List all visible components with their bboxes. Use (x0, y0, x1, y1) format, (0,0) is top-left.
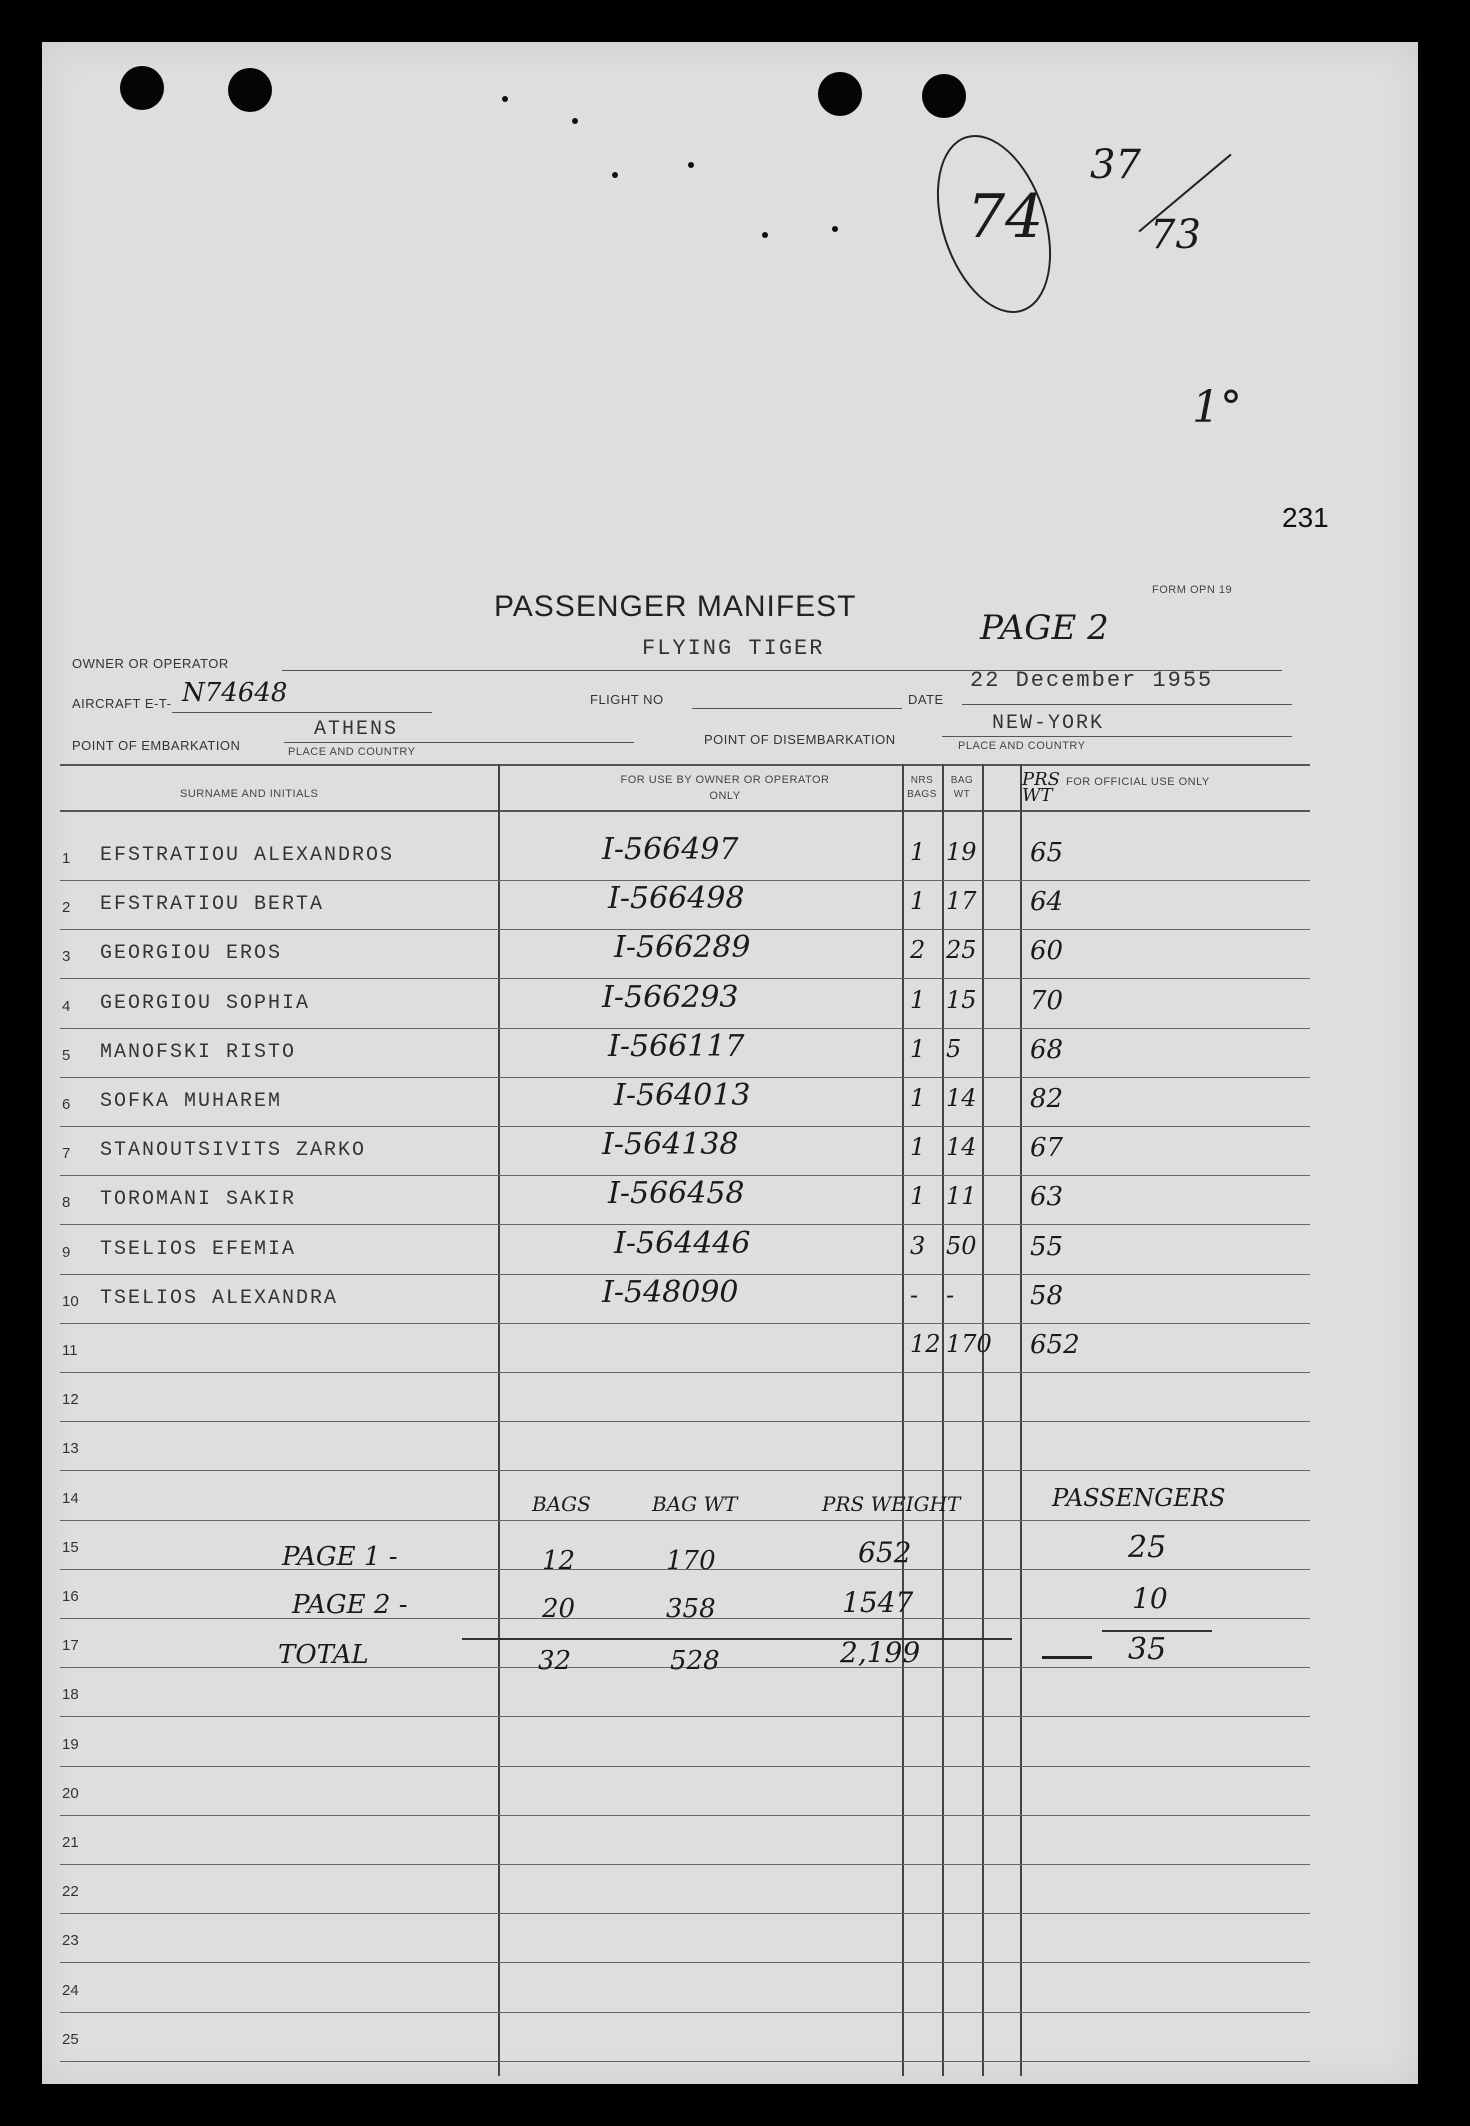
passenger-name: EFSTRATIOU BERTA (100, 893, 325, 917)
summary-page1-prs: 652 (858, 1536, 912, 1569)
row-number: 3 (62, 948, 71, 966)
row-number: 21 (62, 1834, 79, 1851)
page-title: PASSENGER MANIFEST (494, 590, 857, 623)
handwritten-mark: 1° (1192, 382, 1242, 433)
embarkation-sub: PLACE AND COUNTRY (288, 746, 416, 758)
summary-dash (1042, 1656, 1092, 1659)
flight-label: FLIGHT NO (590, 692, 664, 707)
speck (762, 232, 768, 238)
passenger-name: TOROMANI SAKIR (100, 1188, 297, 1212)
owner-value: FLYING TIGER (642, 636, 825, 661)
speck (572, 118, 578, 124)
passenger-name: MANOFSKI RISTO (100, 1040, 297, 1064)
row-number: 14 (62, 1489, 79, 1507)
disembarkation-underline (942, 736, 1292, 737)
embarkation-value: ATHENS (314, 718, 399, 741)
row-rule (60, 1470, 1310, 1471)
passenger-weight: 58 (1030, 1280, 1064, 1311)
fraction-bottom: 73 (1150, 212, 1201, 258)
summary-sum-rule (462, 1638, 1012, 1640)
fraction-top: 37 (1090, 142, 1141, 188)
owner-label: OWNER OR OPERATOR (72, 656, 229, 671)
row-number: 8 (62, 1194, 71, 1212)
speck (688, 162, 694, 168)
ticket-number: I-566497 (602, 832, 739, 867)
ticket-number: I-566289 (614, 930, 751, 966)
summary-page2-label: PAGE 2 - (292, 1590, 408, 1620)
row-rule (60, 1323, 1310, 1324)
row-rule (60, 1913, 1310, 1914)
row-rule (60, 1421, 1310, 1422)
row-number: 25 (62, 2030, 79, 2048)
col-divider (982, 764, 984, 2076)
ticket-number: I-564013 (614, 1078, 751, 1113)
passenger-weight: 63 (1030, 1182, 1064, 1213)
circled-number: 74 (967, 182, 1044, 252)
passenger-name: TSELIOS EFEMIA (100, 1237, 297, 1261)
ticket-number: I-566117 (608, 1028, 745, 1064)
date-value: 22 December 1955 (970, 668, 1214, 693)
bag-weight: 19 (946, 838, 977, 866)
nrs-bags: 1 (910, 985, 926, 1014)
speck (612, 172, 618, 178)
passenger-weight: 65 (1030, 838, 1064, 868)
bag-weight: - (946, 1280, 955, 1309)
col-divider (902, 764, 904, 2076)
passenger-weight: 55 (1030, 1231, 1064, 1262)
manifest-page (42, 42, 1418, 2084)
row-rule (60, 1520, 1310, 1521)
page-label: PAGE 2 (980, 608, 1109, 648)
passenger-weight: 652 (1030, 1330, 1080, 1360)
nrs-bags: - (910, 1280, 919, 1309)
col-divider (498, 764, 500, 2076)
row-number: 15 (62, 1538, 79, 1556)
bag-weight: 170 (946, 1330, 992, 1358)
summary-page1-passengers: 25 (1128, 1530, 1167, 1565)
nrs-bags: 3 (910, 1231, 926, 1260)
speck (832, 226, 838, 232)
row-number: 6 (62, 1096, 71, 1113)
aircraft-label: AIRCRAFT E-T- (72, 696, 172, 711)
row-number: 4 (62, 997, 71, 1015)
form-number: FORM OPN 19 (1152, 584, 1233, 596)
header-top-rule (60, 764, 1310, 766)
passenger-weight: 82 (1030, 1084, 1064, 1114)
row-number: 17 (62, 1637, 79, 1655)
row-number: 23 (62, 1932, 79, 1950)
punch-hole (228, 68, 272, 112)
row-number: 12 (62, 1391, 79, 1409)
nrs-bags: 2 (910, 936, 926, 965)
row-number: 10 (62, 1292, 79, 1310)
col-header-official: FOR OFFICIAL USE ONLY (1066, 776, 1210, 788)
row-rule (60, 1962, 1310, 1963)
row-rule (60, 2061, 1310, 2062)
row-rule (60, 2012, 1310, 2013)
col-header-surname: SURNAME AND INITIALS (180, 788, 319, 800)
col-header-owner-use: FOR USE BY OWNER OR OPERATOR ONLY (620, 774, 830, 802)
col-header-prs-wt: PRS WT (1022, 769, 1060, 806)
bag-weight: 5 (946, 1034, 962, 1063)
flight-underline (692, 708, 902, 709)
date-label: DATE (908, 692, 944, 707)
summary-header-passengers: PASSENGERS (1052, 1484, 1226, 1512)
ticket-number: I-566498 (608, 881, 745, 917)
passenger-name: TSELIOS ALEXANDRA (100, 1286, 339, 1310)
date-underline (962, 704, 1292, 705)
row-number: 20 (62, 1784, 79, 1802)
embarkation-label: POINT OF EMBARKATION (72, 738, 241, 753)
ticket-number: I-566458 (608, 1176, 745, 1212)
passenger-name: EFSTRATIOU ALEXANDROS (100, 844, 395, 867)
passenger-weight: 64 (1030, 887, 1064, 918)
bag-weight: 15 (946, 985, 977, 1014)
ticket-number: I-548090 (602, 1274, 739, 1310)
row-number: 7 (62, 1145, 71, 1163)
summary-page2-bag-wt: 358 (666, 1594, 716, 1624)
summary-page2-passengers: 10 (1132, 1582, 1168, 1615)
passenger-weight: 60 (1030, 936, 1064, 967)
summary-page1-bags: 12 (542, 1546, 576, 1576)
summary-page1-label: PAGE 1 - (282, 1542, 398, 1572)
passenger-name: GEORGIOU SOPHIA (100, 991, 311, 1015)
row-number: 2 (62, 899, 71, 917)
nrs-bags: 1 (910, 1084, 926, 1112)
row-number: 18 (62, 1686, 79, 1704)
passenger-name: STANOUTSIVITS ZARKO (100, 1139, 367, 1163)
nrs-bags: 1 (910, 1034, 926, 1063)
summary-header-bag-wt: BAG WT (652, 1492, 738, 1516)
summary-total-passengers: 35 (1128, 1632, 1167, 1667)
summary-total-bags: 32 (538, 1646, 572, 1676)
passenger-name: SOFKA MUHAREM (100, 1090, 283, 1113)
nrs-bags: 1 (910, 1133, 926, 1162)
ticket-number: I-564138 (602, 1127, 739, 1163)
header-bottom-rule (60, 810, 1310, 812)
passenger-weight: 67 (1030, 1133, 1064, 1164)
row-number: 24 (62, 1981, 79, 1999)
summary-header-bags: BAGS (532, 1492, 591, 1516)
punch-hole (120, 66, 164, 110)
row-number: 16 (62, 1588, 79, 1605)
aircraft-underline (172, 712, 432, 713)
summary-total-bag-wt: 528 (670, 1646, 720, 1676)
row-rule (60, 1372, 1310, 1373)
col-header-bag-wt: BAG WT (950, 775, 974, 800)
summary-page1-bag-wt: 170 (666, 1546, 716, 1576)
disembarkation-value: NEW-YORK (992, 712, 1105, 735)
punch-hole (818, 72, 862, 116)
col-header-nrs-bags: NRS BAGS (907, 775, 937, 800)
passenger-weight: 70 (1030, 985, 1064, 1016)
punch-hole (922, 74, 966, 118)
summary-header-prs-weight: PRS WEIGHT (822, 1492, 961, 1516)
col-divider (942, 764, 944, 2076)
row-rule (60, 1864, 1310, 1865)
row-rule (60, 1766, 1310, 1767)
ticket-number: I-564446 (614, 1225, 751, 1261)
row-rule (60, 1716, 1310, 1717)
disembarkation-label: POINT OF DISEMBARKATION (704, 732, 896, 747)
passenger-weight: 68 (1030, 1034, 1064, 1065)
nrs-bags: 1 (910, 887, 926, 916)
ticket-number: I-566293 (602, 979, 739, 1015)
row-number: 11 (62, 1342, 78, 1359)
summary-total-label: TOTAL (278, 1640, 369, 1670)
row-rule (60, 1815, 1310, 1816)
summary-page2-prs: 1547 (842, 1586, 914, 1619)
row-number: 5 (62, 1046, 71, 1064)
row-number: 22 (62, 1883, 79, 1901)
row-number: 9 (62, 1243, 71, 1261)
col-divider (1020, 764, 1022, 2076)
summary-total-prs: 2,199 (840, 1636, 921, 1669)
embarkation-underline (284, 742, 634, 743)
nrs-bags: 1 (910, 1182, 926, 1211)
nrs-bags: 1 (910, 838, 926, 866)
summary-page2-bags: 20 (542, 1594, 576, 1624)
row-number: 13 (62, 1440, 79, 1458)
bag-weight: 14 (946, 1133, 977, 1162)
row-number: 19 (62, 1735, 79, 1753)
bag-weight: 11 (946, 1182, 977, 1211)
bag-weight: 17 (946, 887, 977, 916)
row-number: 1 (62, 850, 71, 867)
page-stamp-number: 231 (1282, 502, 1329, 533)
nrs-bags: 12 (910, 1330, 941, 1358)
bag-weight: 50 (946, 1231, 977, 1260)
bag-weight: 25 (946, 936, 977, 965)
aircraft-value: N74648 (182, 678, 288, 708)
disembarkation-sub: PLACE AND COUNTRY (958, 740, 1086, 752)
speck (502, 96, 508, 102)
bag-weight: 14 (946, 1084, 977, 1112)
passenger-name: GEORGIOU EROS (100, 942, 283, 966)
